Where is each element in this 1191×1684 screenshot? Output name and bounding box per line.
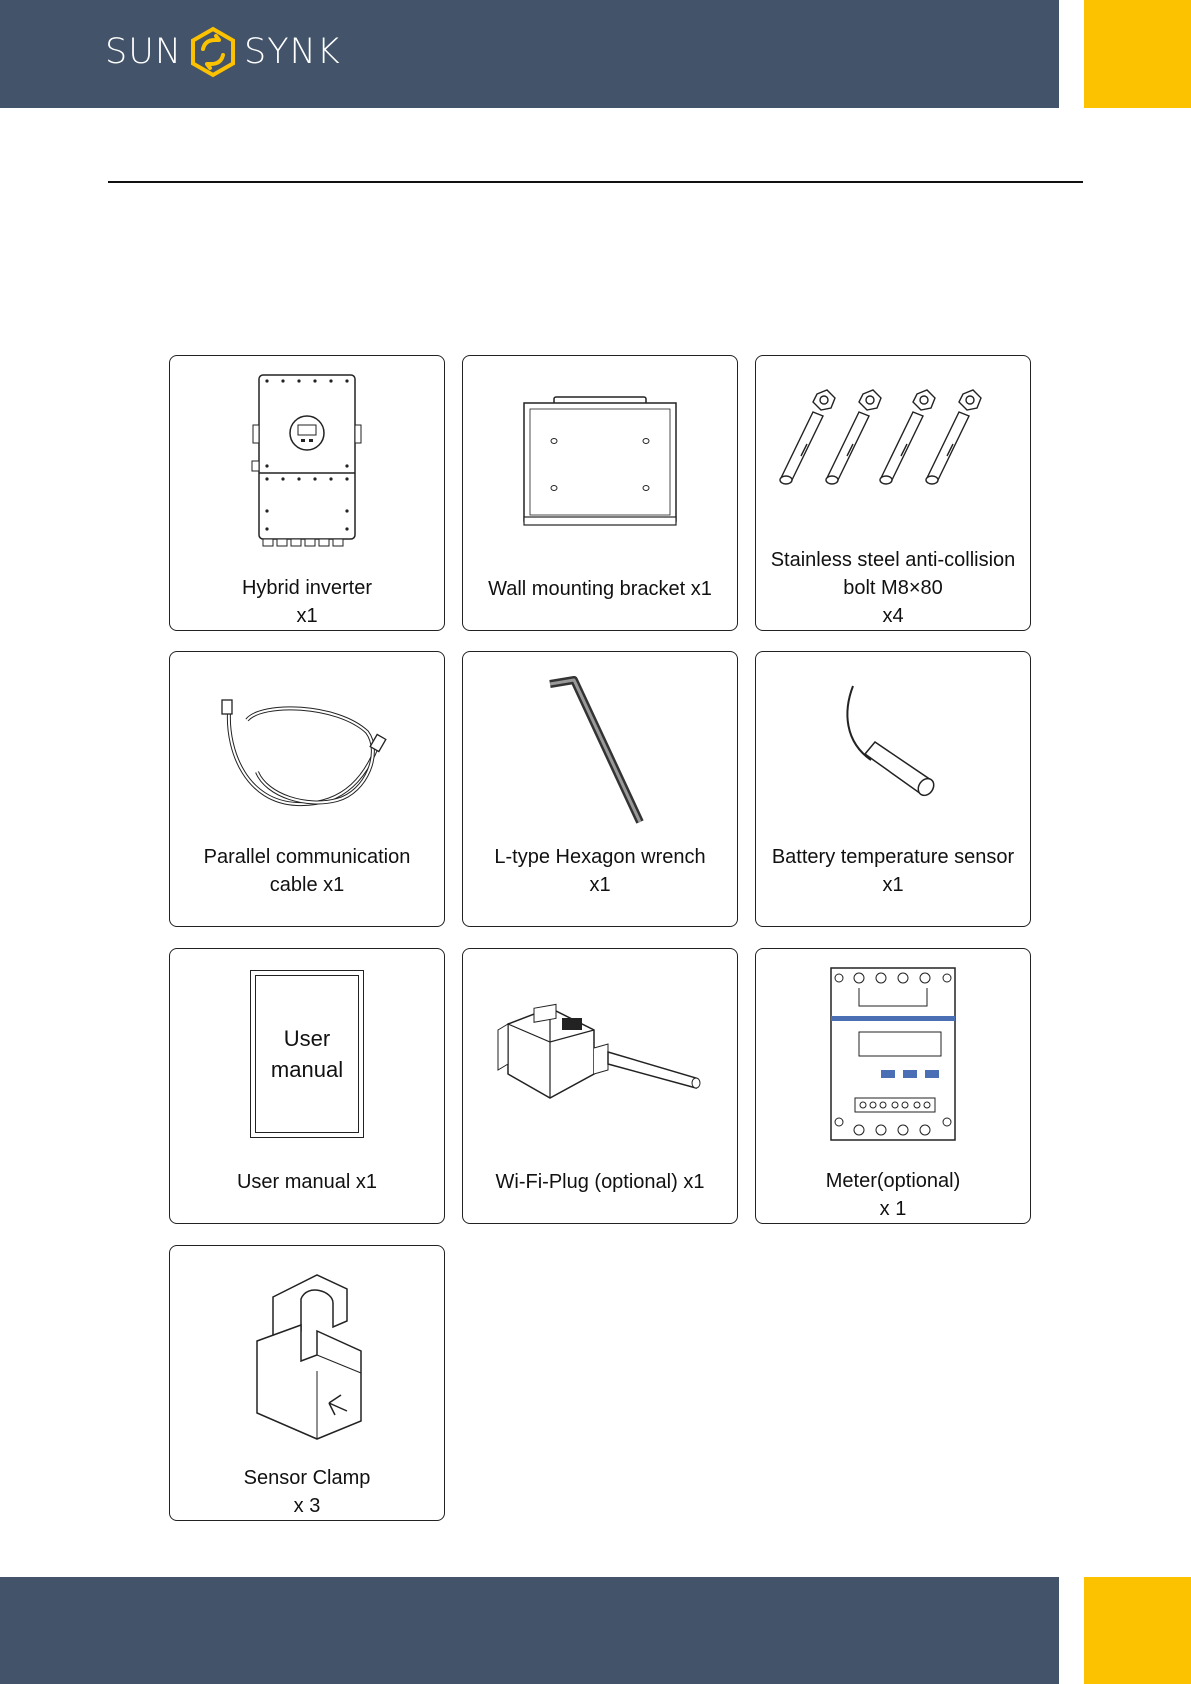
hybrid-inverter-icon (247, 361, 367, 551)
item-name: Meter(optional) (825, 1170, 961, 1192)
hex-wrench-icon (540, 672, 660, 832)
item-card-hybrid-inverter (169, 355, 445, 631)
communication-cable-icon (217, 692, 397, 812)
item-card-sensor-clamp (169, 1245, 445, 1521)
item-card-anti-collision-bolt (755, 355, 1031, 631)
item-name: Battery temperature sensor (771, 846, 1015, 868)
item-card-wifi-plug (462, 948, 738, 1224)
item-name: Wall mounting bracket x1 (488, 578, 712, 600)
item-card-user-manual (169, 948, 445, 1224)
logo-mark-icon (188, 27, 238, 77)
item-quantity: x1 (296, 605, 318, 627)
footer-accent (1084, 1577, 1191, 1684)
wifi-plug-icon (490, 994, 710, 1114)
item-quantity: x4 (882, 605, 904, 627)
item-card-parallel-cable (169, 651, 445, 927)
item-quantity: x 3 (293, 1495, 321, 1517)
brand-name-left: SUN (105, 32, 183, 72)
booklet-text-1: User (283, 1026, 331, 1051)
item-card-temperature-sensor (755, 651, 1031, 927)
wall-bracket-icon (510, 391, 690, 531)
footer-band (0, 1577, 1059, 1684)
item-name-line1: Stainless steel anti-collision (770, 549, 1016, 571)
item-name: Hybrid inverter (241, 577, 373, 599)
energy-meter-icon (829, 966, 957, 1142)
booklet-text-2: manual (270, 1057, 344, 1082)
item-name-line2: bolt M8×80 (843, 577, 943, 599)
anchor-bolt-icon (773, 386, 1013, 496)
item-name: Sensor Clamp (243, 1467, 371, 1489)
item-quantity: x 1 (879, 1198, 907, 1220)
item-name: Parallel communication (203, 846, 411, 868)
section-divider (108, 181, 1083, 183)
manual-booklet-icon (250, 970, 364, 1138)
item-name: User manual x1 (236, 1171, 378, 1193)
brand-logo (105, 24, 341, 80)
item-name: Wi-Fi-Plug (optional) x1 (495, 1171, 705, 1193)
brand-name-right: SYNK (244, 32, 341, 72)
item-quantity: x1 (882, 874, 904, 896)
sensor-clamp-icon (237, 1261, 377, 1441)
header-accent (1084, 0, 1191, 108)
item-card-meter (755, 948, 1031, 1224)
item-quantity: x1 (589, 874, 611, 896)
item-name: L-type Hexagon wrench (494, 846, 706, 868)
item-card-wall-bracket (462, 355, 738, 631)
item-name-line2: cable x1 (269, 874, 345, 896)
temperature-sensor-icon (823, 682, 963, 822)
item-card-hex-wrench (462, 651, 738, 927)
